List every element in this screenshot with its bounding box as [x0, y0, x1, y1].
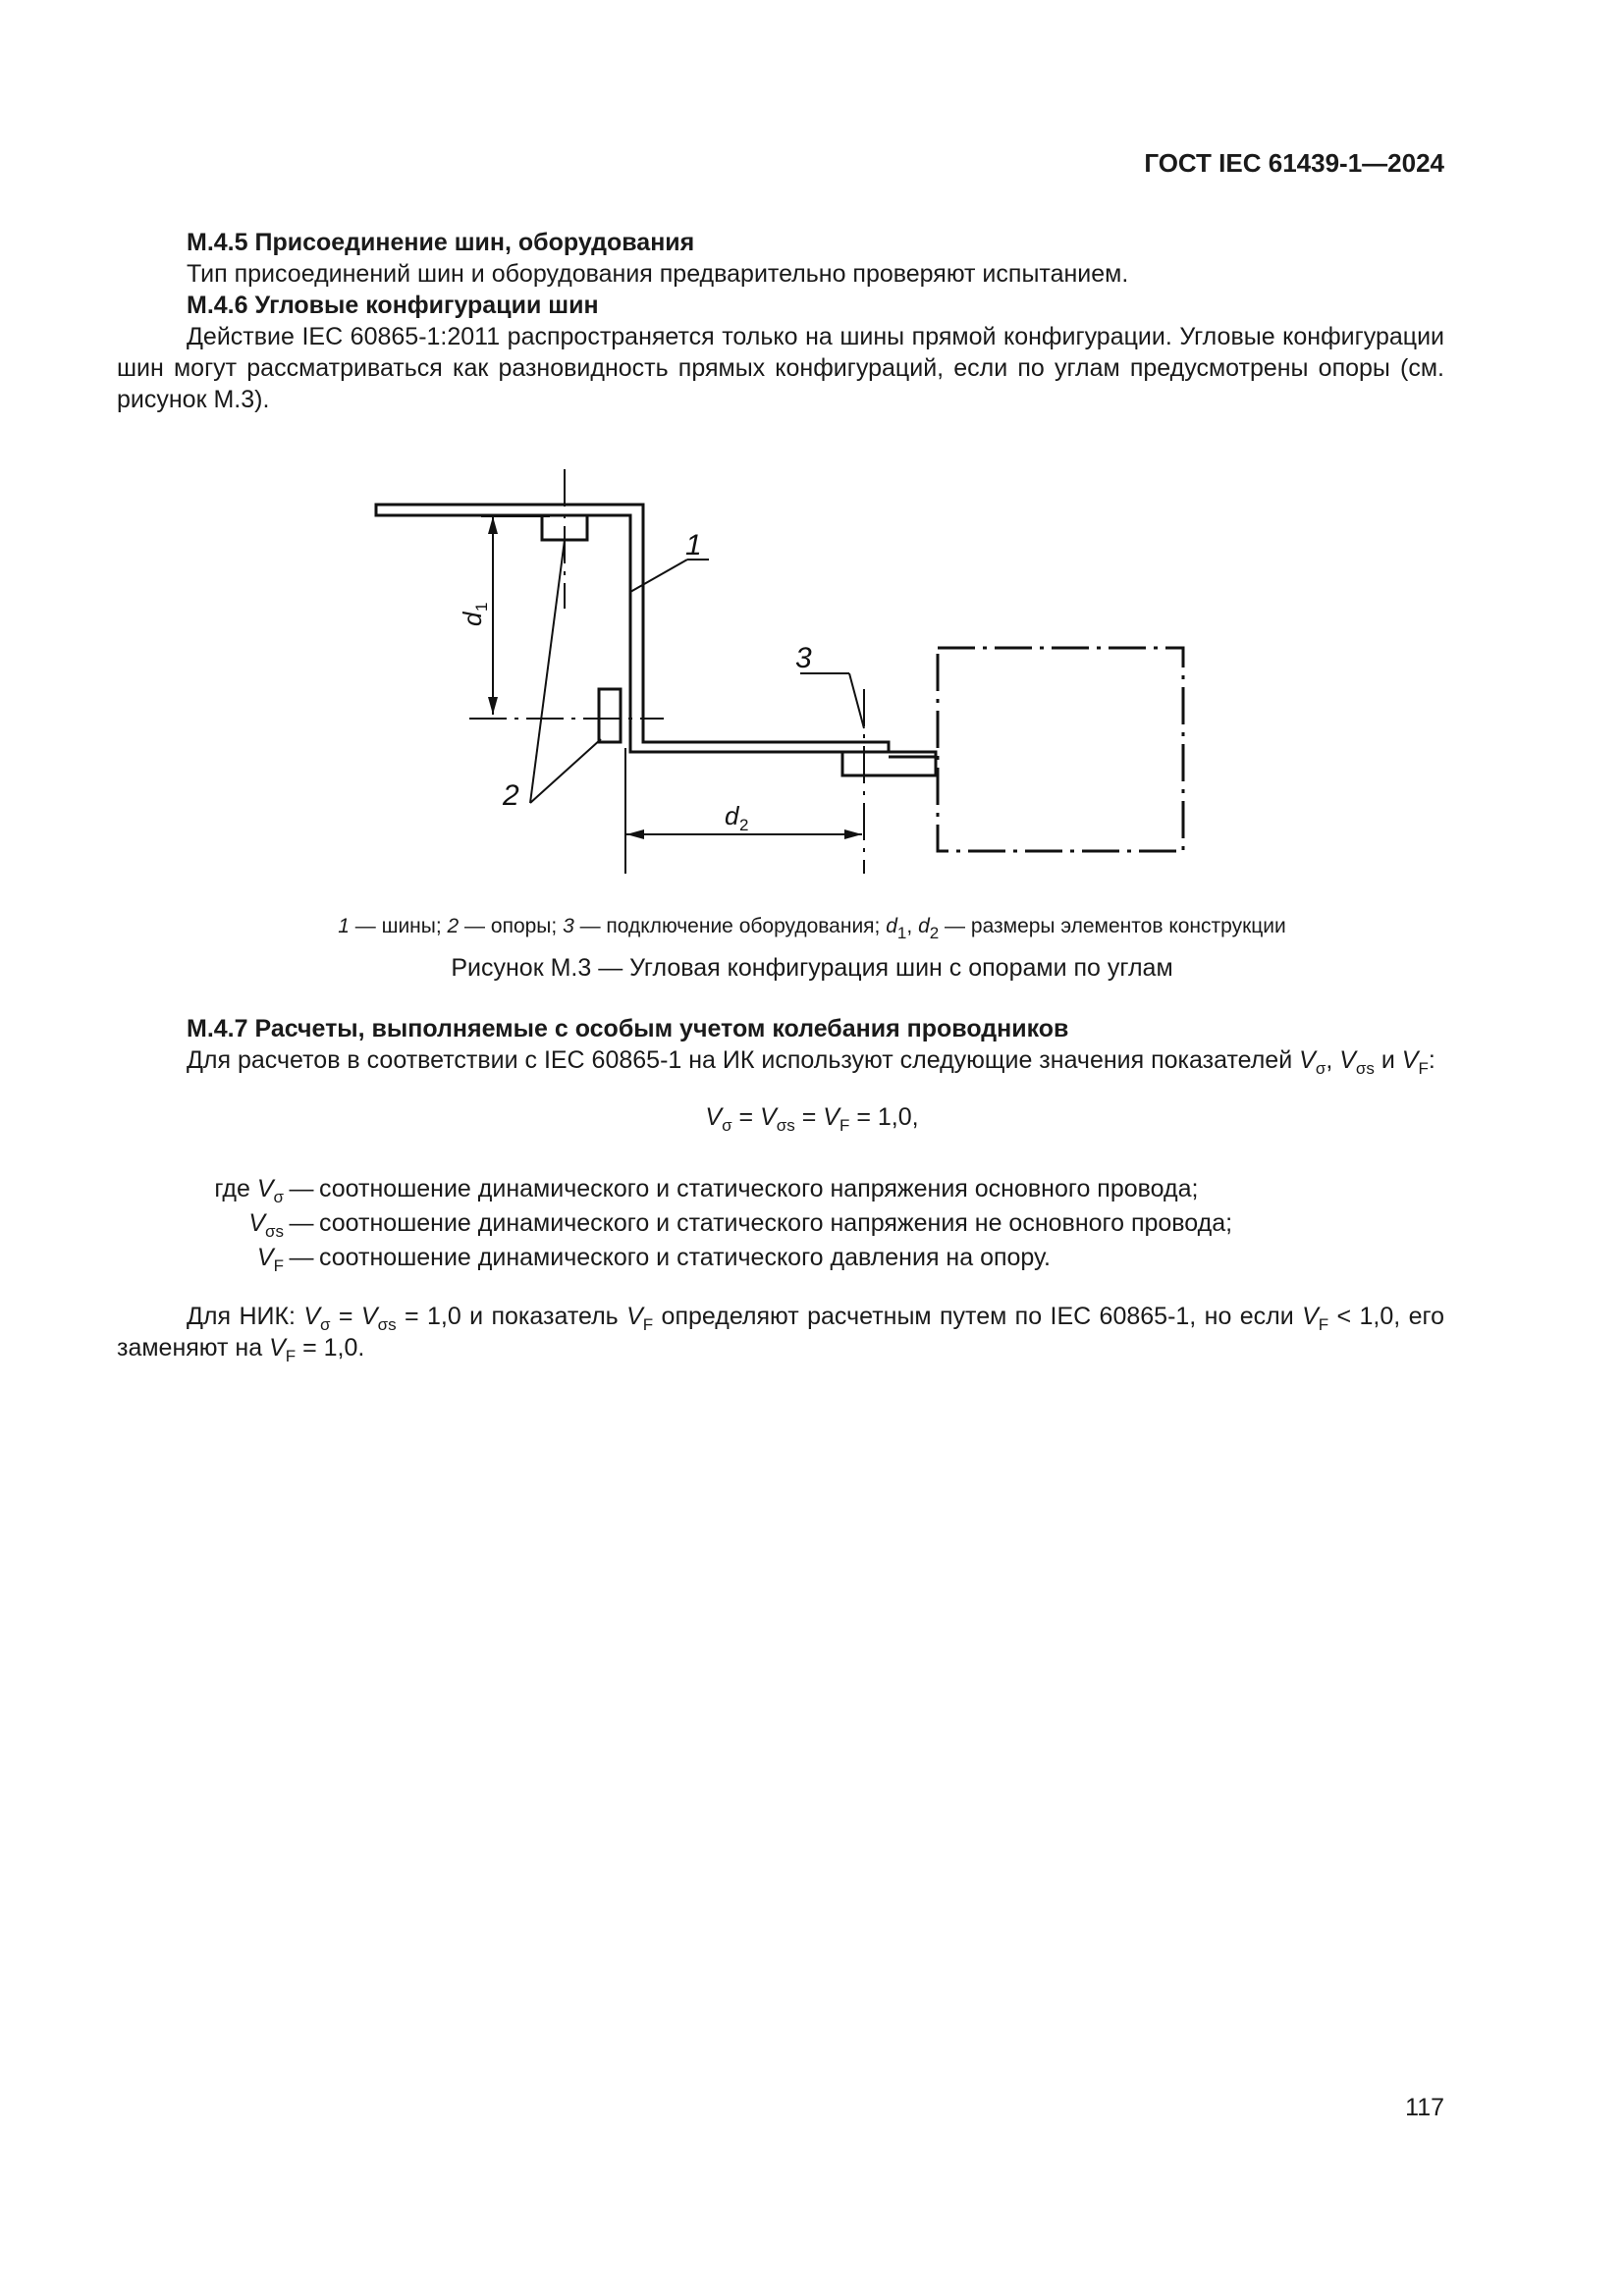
definition-v-sigma: где $V_\sigma$ — соотношение динамического и статического напряжения основного провода; — [214, 1175, 1199, 1206]
section-m46-title: М.4.6 Угловые конфигурации шин — [187, 292, 599, 319]
equipment-box — [938, 648, 1183, 851]
section-m47 — [117, 1013, 1444, 1076]
section-m45-text: Тип присоединений шин и оборудования предварительно проверяют испытанием. — [187, 260, 1129, 288]
section-m46-text: Действие IEC 60865-1:2011 распространяется только на шины прямой конфигурации. Угловые конфигурации шин могут рассматриваться как разновидность прямых конфигураций, если по углам предусмотрены опоры (см. рисунок М.3). — [117, 323, 1444, 413]
figure-legend: 1 — шины; 2 — опоры; 3 — подключение оборудования; $d_1$, $d_2$ — размеры элементов конструкции — [338, 915, 1286, 942]
label-d1: d — [458, 612, 487, 626]
section-m45-title: М.4.5 Присоединение шин, оборудования — [187, 229, 695, 256]
formula: $V_\sigma = V_{\sigma s} = V_F = 1,0$, — [705, 1103, 919, 1135]
document-standard-code: ГОСТ IEC 61439-1—2024 — [1144, 148, 1444, 178]
figure-m3-diagram — [353, 461, 1218, 874]
definition-v-f: $V_F$ — соотношение динамического и статического давления на опору. — [256, 1244, 1051, 1275]
label-equipment: 3 — [795, 642, 812, 674]
page-number: 117 — [1405, 2094, 1444, 2121]
definition-v-sigma-s: $V_{\sigma s}$ — соотношение динамического и статического напряжения не основного провода; — [248, 1209, 1233, 1241]
label-busbar: 1 — [685, 529, 702, 561]
label-d2-sub: 2 — [739, 816, 749, 834]
definitions-list — [117, 1173, 1452, 1276]
support-corner — [599, 689, 621, 742]
section-m47-intro: Для расчетов в соответствии с IEC 60865-1 на ИК используют следующие значения показателей $V_\sigma$, $V_{\sigma s}$ и $V_F$: — [187, 1046, 1435, 1078]
label-supports: 2 — [503, 779, 519, 812]
busbar-outline — [376, 505, 889, 752]
label-d2: d — [725, 801, 739, 830]
section-m47-title: М.4.7 Расчеты, выполняемые с особым учетом колебания проводников — [187, 1015, 1069, 1042]
figure-caption: Рисунок М.3 — Угловая конфигурация шин с опорами по углам — [451, 954, 1173, 982]
label-d1-sub: 1 — [472, 602, 491, 612]
section-m47-conclusion: Для НИК: $V_\sigma = V_{\sigma s} = 1,0$ и показатель $V_F$ определяют расчетным путем по IEC 60865-1, но если $V_F < 1,0$, его заменяют на $V_F = 1,0$. — [117, 1303, 1444, 1365]
section-m45 — [117, 227, 1444, 415]
